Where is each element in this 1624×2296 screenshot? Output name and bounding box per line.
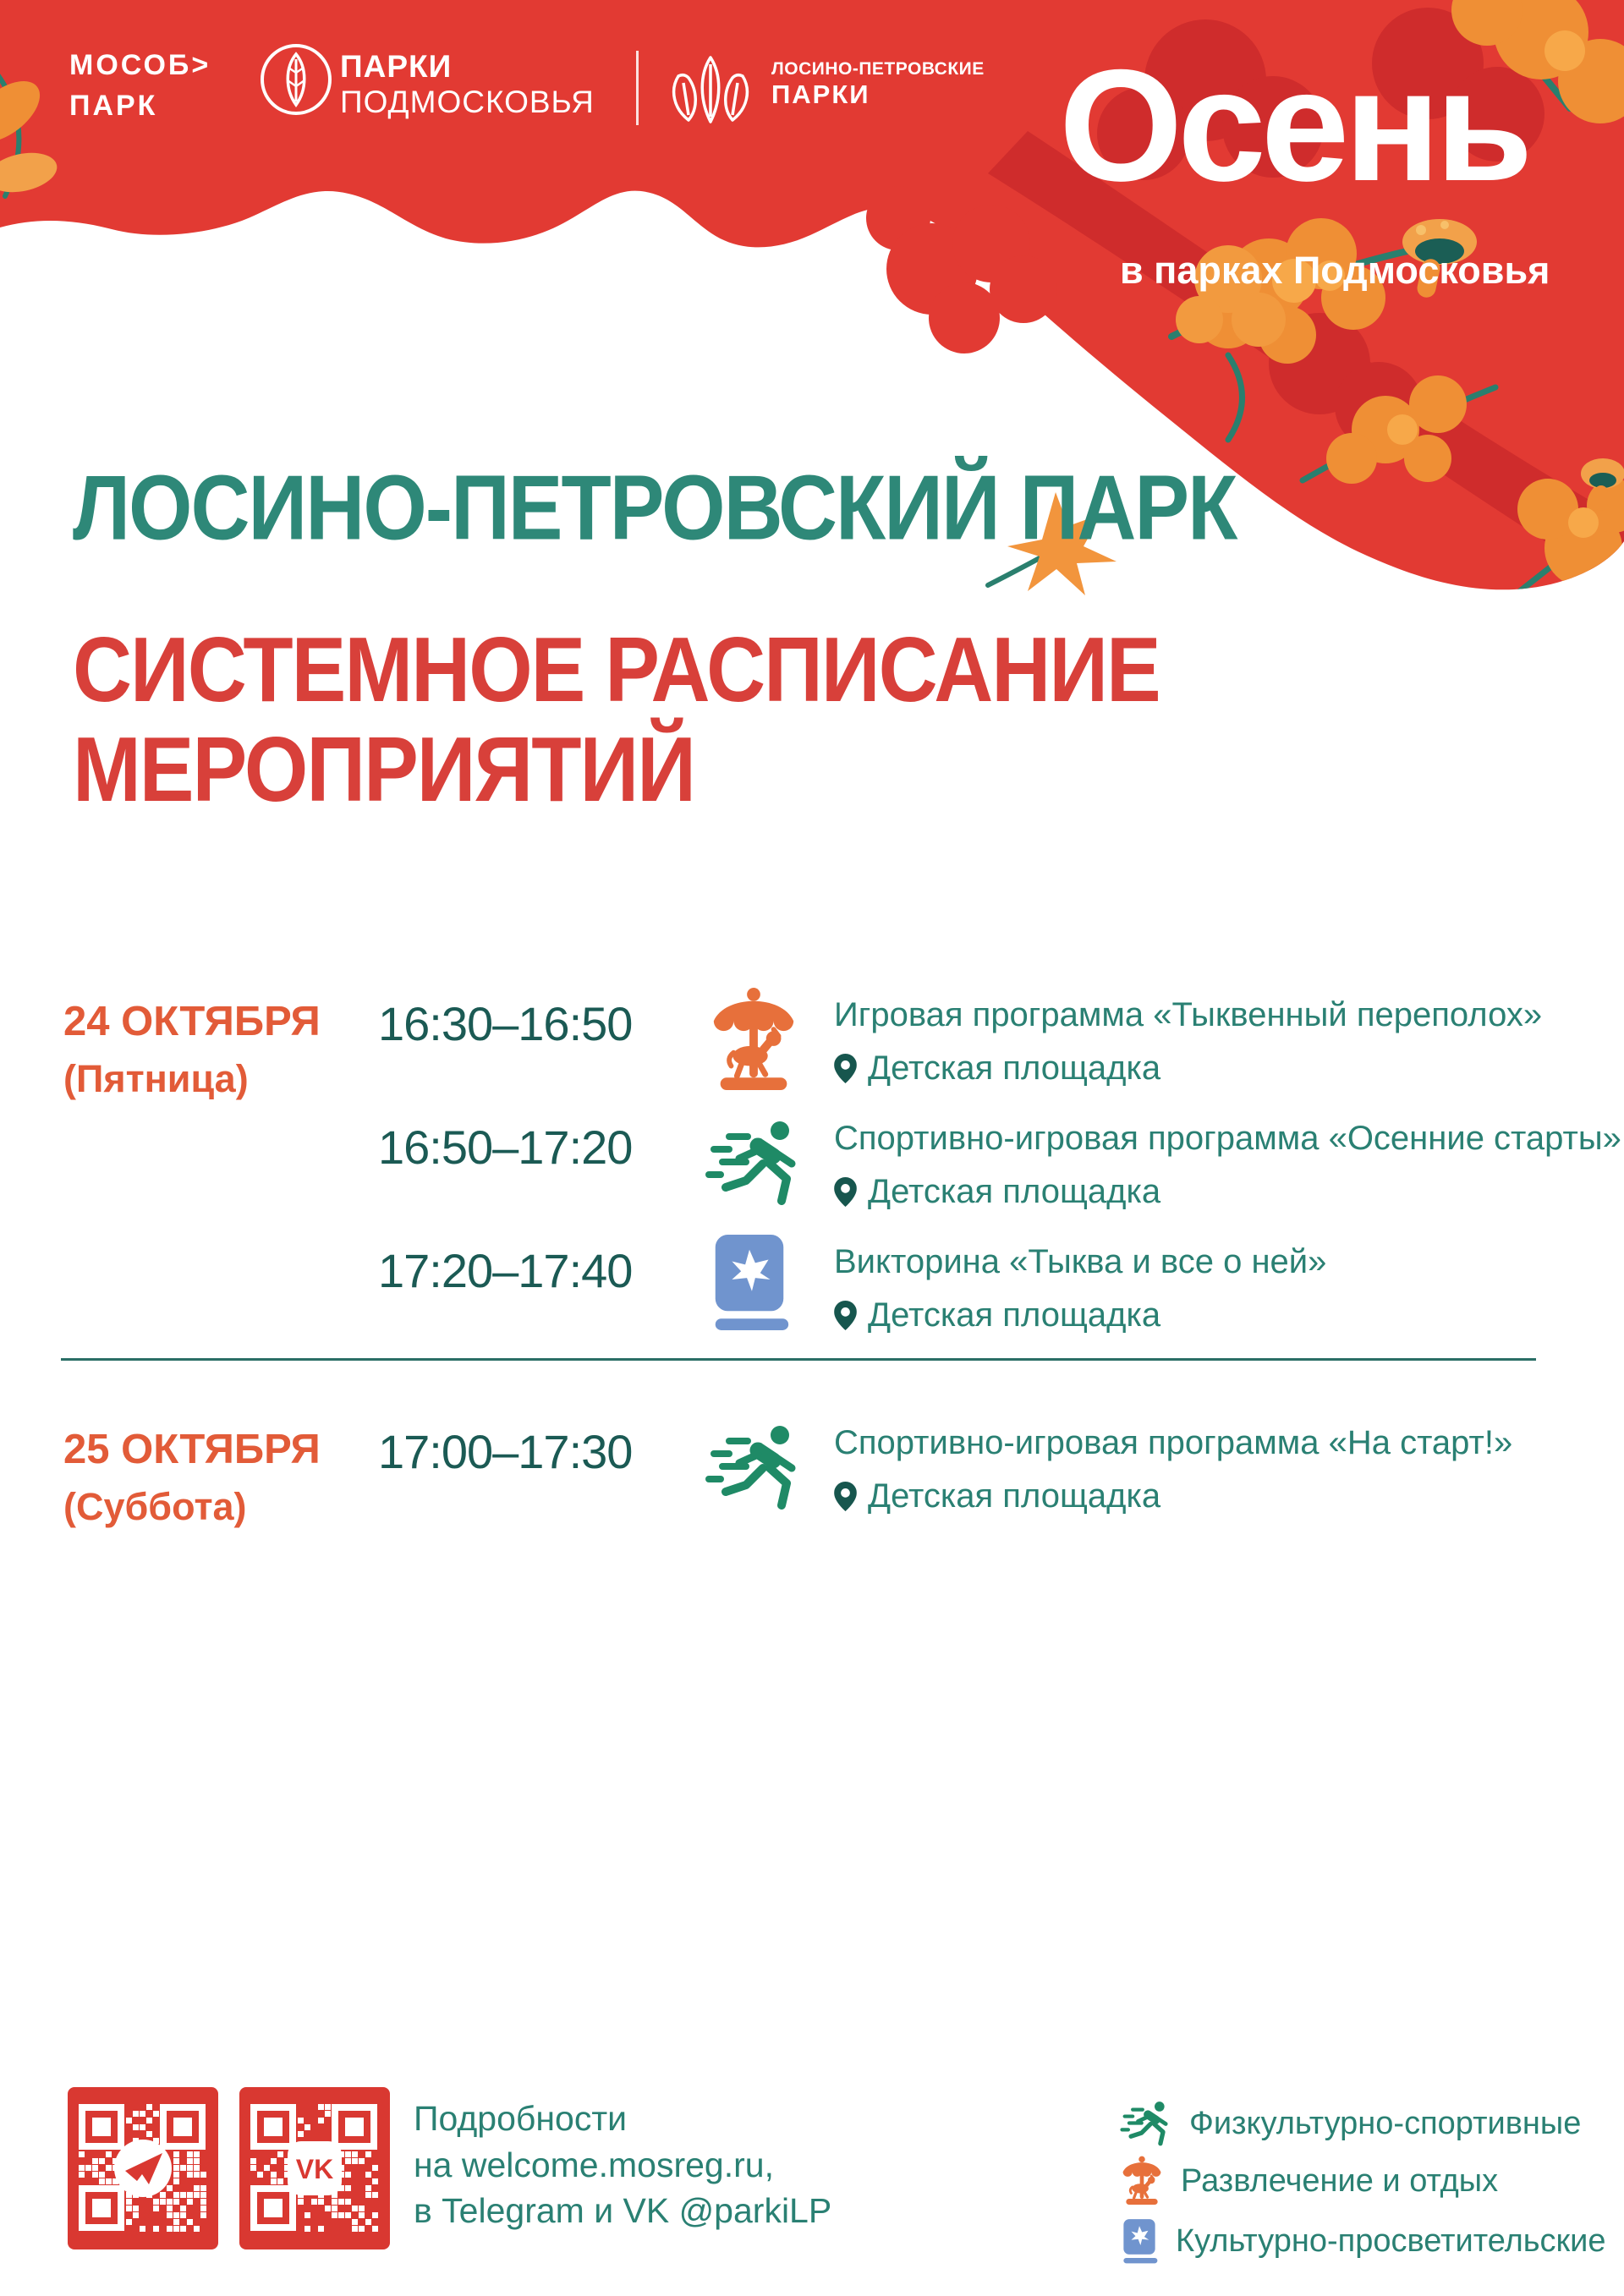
parki-podmoskovya-leaf-icon [259,42,333,117]
location-pin-icon [834,1301,857,1330]
lp-parki-label-line1: ЛОСИНО-ПЕТРОВСКИЕ [771,59,985,79]
lp-parki-label-line2: ПАРКИ [771,79,870,109]
event-time: 16:30–16:50 [378,997,633,1050]
carousel-icon [1118,2155,1166,2207]
event-time: 16:50–17:20 [378,1121,633,1174]
location-pin-icon [834,1177,857,1207]
event-row [834,1120,1621,1211]
main-heading-line2: МЕРОПРИЯТИЙ [73,716,694,821]
book-icon [704,1231,795,1333]
details-line3: в Telegram и VK @parkiLP [414,2191,832,2231]
event-location: Детская площадка [868,1477,1161,1515]
main-heading [73,617,1160,821]
telegram-qr-code [68,2087,218,2249]
day-weekday: (Суббота) [63,1485,247,1528]
event-title: Спортивно-игровая программа «Осенние старты» [834,1120,1621,1157]
legend-label: Физкультурно-спортивные [1189,2105,1582,2141]
season-logo-subtitle: в парках Подмосковья [1120,249,1550,292]
location-pin-icon [834,1054,857,1083]
page-title: ЛОСИНО-ПЕТРОВСКИЙ ПАРК [73,456,1237,560]
lp-parki-leaves-icon [658,54,763,127]
legend-label: Развлечение и отдых [1181,2162,1499,2199]
parki-podmoskovya-label-line1: ПАРКИ [340,49,453,84]
day-separator [61,1358,1536,1361]
vk-qr-code [239,2087,390,2249]
day-date: 25 ОКТЯБРЯ [63,1427,321,1472]
event-location: Детская площадка [868,1049,1161,1087]
event-row [834,1424,1512,1515]
event-title: Викторина «Тыква и все о ней» [834,1243,1327,1280]
event-location: Детская площадка [868,1173,1161,1210]
parki-podmoskovya-label-line2: ПОДМОСКОВЬЯ [340,85,595,119]
runner-icon [704,1116,805,1209]
header-divider [636,51,639,125]
legend-label: Культурно-просветительские [1176,2222,1606,2259]
event-row [834,996,1542,1088]
runner-icon [704,1421,805,1514]
event-time: 17:20–17:40 [378,1244,633,1297]
day-date: 24 ОКТЯБРЯ [63,999,321,1044]
mosobpark-logo-line2: ПАРК [69,89,158,122]
legend-item-fun [1118,2155,1498,2207]
event-location: Детская площадка [868,1296,1161,1334]
legend-item-culture [1118,2217,1606,2265]
event-title: Игровая программа «Тыквенный переполох» [834,996,1543,1033]
carousel-icon [704,986,804,1094]
day-weekday: (Пятница) [63,1057,249,1100]
details-line2: на welcome.mosreg.ru, [414,2145,774,2184]
event-title: Спортивно-игровая программа «На старт!» [834,1424,1513,1461]
event-row [834,1243,1326,1334]
details-text [414,2096,831,2234]
runner-icon [1118,2099,1174,2148]
event-time: 17:00–17:30 [378,1425,633,1478]
main-heading-line1: СИСТЕМНОЕ РАСПИСАНИЕ [73,617,1160,721]
legend-item-sport [1118,2099,1581,2148]
mosobpark-logo [69,46,211,126]
mosobpark-logo-line1: МОСОБ> [69,49,211,81]
book-icon [1118,2217,1160,2265]
season-logo: Осень [1059,36,1528,214]
details-line1: Подробности [414,2099,628,2138]
location-pin-icon [834,1482,857,1511]
vk-logo: VK [295,2154,334,2184]
